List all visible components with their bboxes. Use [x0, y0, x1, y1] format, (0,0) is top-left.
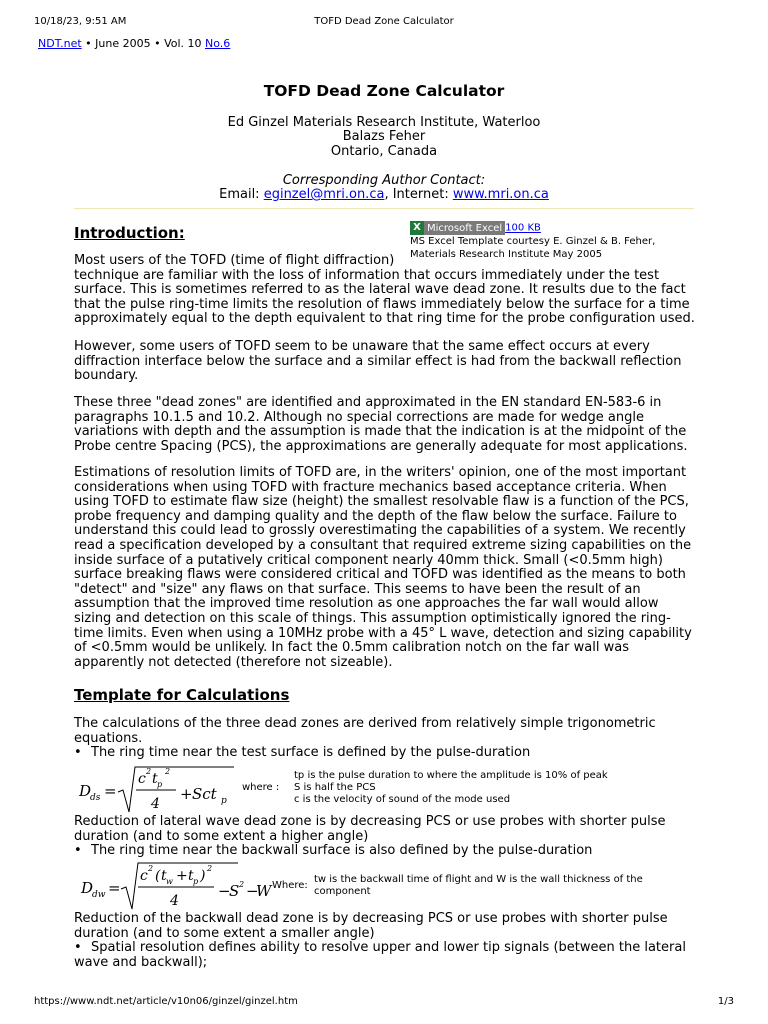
equation-1-notes	[294, 770, 608, 806]
svg-text:t: t	[161, 868, 167, 884]
svg-text:dw: dw	[92, 890, 106, 900]
print-page-number: 1/3	[717, 996, 734, 1007]
note-tp: tp is the pulse duration to where the amplitude is 10% of peak	[294, 770, 608, 781]
bullet-3	[74, 941, 699, 970]
svg-text:4: 4	[170, 893, 179, 909]
print-title: TOFD Dead Zone Calculator	[314, 16, 454, 27]
template-paragraph-2: Reduction of lateral wave dead zone is by decreasing PCS or use probes with shorter pulse duration (and to some extent a higher angle)	[74, 814, 666, 844]
svg-text:ds: ds	[90, 793, 101, 803]
excel-caption-2: Materials Research Institute May 2005	[410, 249, 603, 260]
issue-line	[38, 37, 230, 50]
ndt-net-link[interactable]: NDT.net	[38, 37, 82, 50]
template-paragraph-3: Reduction of the backwall dead zone is by decreasing PCS or use probes with shorter pulse duration (and to some extent a smaller angle)	[74, 911, 668, 941]
email-label: Email:	[219, 187, 264, 202]
contact-label: Corresponding Author Contact:	[282, 173, 486, 188]
bullet-3-text: Spatial resolution defines ability to resolve upper and lower tip signals (between the lateral wave and backwall);	[74, 940, 686, 970]
equation-backwall-dead-zone	[78, 859, 274, 913]
svg-text:=: =	[108, 879, 121, 897]
svg-text:S: S	[229, 882, 240, 900]
intro-paragraph-3: These three "dead zones" are identified and approximated in the EN standard EN-583-6 in paragraphs 10.1.5 and 10.2. Although no special corrections are made for wedge angle variations with depth and the assumption is made that the indication is at the midpoint of the Probe centre Spacing (PCS), the approximations are generally adequate for most applications.	[74, 395, 688, 454]
bullet-2-text: The ring time near the backwall surface is also defined by the pulse-duration	[91, 843, 593, 858]
introduction-heading: Introduction:	[74, 224, 185, 242]
svg-text:4: 4	[151, 796, 160, 812]
svg-text:=: =	[104, 782, 117, 800]
intro-p1-first-line: Most users of the TOFD (time of flight diffraction)	[74, 253, 395, 268]
svg-text:p: p	[157, 780, 163, 789]
svg-text:p: p	[221, 796, 227, 806]
bullet-dot: •	[74, 745, 82, 760]
svg-text:p: p	[193, 877, 199, 886]
svg-text:−: −	[246, 882, 259, 900]
svg-text:2: 2	[207, 864, 213, 873]
issue-date: • June 2005 • Vol. 10	[81, 37, 206, 50]
bullet-dot: •	[74, 940, 82, 955]
intro-paragraph-1	[74, 254, 699, 327]
print-datetime: 10/18/23, 9:51 AM	[34, 16, 127, 27]
svg-text:2: 2	[165, 767, 171, 776]
bullet-1	[74, 746, 699, 761]
author-line-3: Ontario, Canada	[330, 144, 438, 159]
svg-text:D: D	[81, 879, 94, 897]
svg-text:t: t	[152, 771, 158, 787]
template-heading: Template for Calculations	[74, 686, 290, 704]
svg-text:(: (	[155, 868, 161, 884]
intro-p1-rest: technique are familiar with the loss of information that occurs immediately under the test surface. This is sometimes referred to as the lateral wave dead zone. It results due to the fact that the pulse ring-time limits the resolution of flaws immediately below the surface for a time approximately equal to the depth equivalent to that ring time for the probe configuration used.	[74, 267, 695, 327]
svg-text:2: 2	[146, 767, 152, 776]
svg-text:−: −	[218, 882, 231, 900]
svg-text:Sct: Sct	[192, 785, 217, 803]
svg-text:W: W	[256, 882, 272, 900]
note-c: c is the velocity of sound of the mode used	[294, 794, 511, 805]
author-line-1: Ed Ginzel Materials Research Institute, Waterloo	[227, 115, 541, 130]
svg-text:w: w	[166, 877, 173, 886]
website-link[interactable]: www.mri.on.ca	[452, 187, 549, 202]
email-link[interactable]: eginzel@mri.on.ca	[263, 187, 385, 202]
equation-2-where: Where:	[272, 880, 308, 891]
svg-text:+: +	[176, 868, 188, 884]
note-s: S is half the PCS	[294, 782, 376, 793]
excel-caption-1: MS Excel Template courtesy E. Ginzel & B. Feher,	[410, 236, 656, 247]
excel-badge-label: Microsoft Excel	[427, 222, 503, 234]
intro-paragraph-2: However, some users of TOFD seem to be unaware that the same effect occurs at every diffraction interface below the surface and a similar effect is had from the backwall reflection boundary.	[74, 339, 682, 384]
print-url: https://www.ndt.net/article/v10n06/ginzel/ginzel.htm	[34, 996, 298, 1007]
svg-text:2: 2	[148, 864, 154, 873]
equation-1-where: where :	[242, 782, 280, 793]
equation-lateral-dead-zone	[76, 762, 236, 816]
svg-text:c: c	[140, 868, 148, 884]
bullet-2	[74, 844, 699, 859]
excel-icon: X	[410, 221, 424, 235]
svg-text:t: t	[188, 868, 194, 884]
internet-label: , Internet:	[384, 187, 453, 202]
divider	[74, 208, 694, 209]
svg-text:+: +	[180, 785, 193, 803]
issue-link[interactable]: No.6	[205, 37, 231, 50]
contact-line	[0, 187, 768, 202]
svg-text:c: c	[138, 771, 146, 787]
page-title: TOFD Dead Zone Calculator	[263, 82, 505, 100]
bullet-1-text: The ring time near the test surface is defined by the pulse-duration	[91, 745, 531, 760]
template-paragraph-1: The calculations of the three dead zones are derived from relatively simple trigonometric equations.	[74, 716, 656, 746]
author-line-2: Balazs Feher	[342, 129, 426, 144]
equation-2-note: tw is the backwall time of flight and W is the wall thickness of the component	[314, 874, 643, 897]
intro-paragraph-4: Estimations of resolution limits of TOFD are, in the writers' opinion, one of the most important considerations when using TOFD with fracture mechanics based acceptance criteria. When using TOFD to estimate flaw size (height) the smallest resolvable flaw is a function of the PCS, probe frequency and damping quality and the depth of the flaw below the surface. Failure to understand this could lead to grossly overestimating the capabilities of a system. We recently read a specification developed by a consultant that required extreme sizing capabilities on the inside surface of a putatively critical component nearly 40mm thick. Small (<0.5mm high) surface breaking flaws were considered critical and TOFD was identified as the means to both "detect" and "size" any flaws on that surface. This seems to have been the result of an assumption that the improved time resolution as one approaches the far wall would allow sizing and detection on this scale of things. This assumption optimistically ignored the ring-time limits. Even when using a 10MHz probe with a 45° L wave, detection and sizing capability of <0.5mm would be unlikely. In fact the 0.5mm calibration notch on the far wall was apparently not detected (therefore not sizeable).	[74, 465, 692, 670]
excel-download-badge[interactable]	[410, 221, 505, 235]
bullet-dot: •	[74, 843, 82, 858]
svg-text:): )	[200, 868, 206, 884]
excel-size-link[interactable]: 100 KB	[505, 222, 541, 234]
svg-text:D: D	[79, 782, 92, 800]
svg-text:2: 2	[239, 880, 245, 889]
